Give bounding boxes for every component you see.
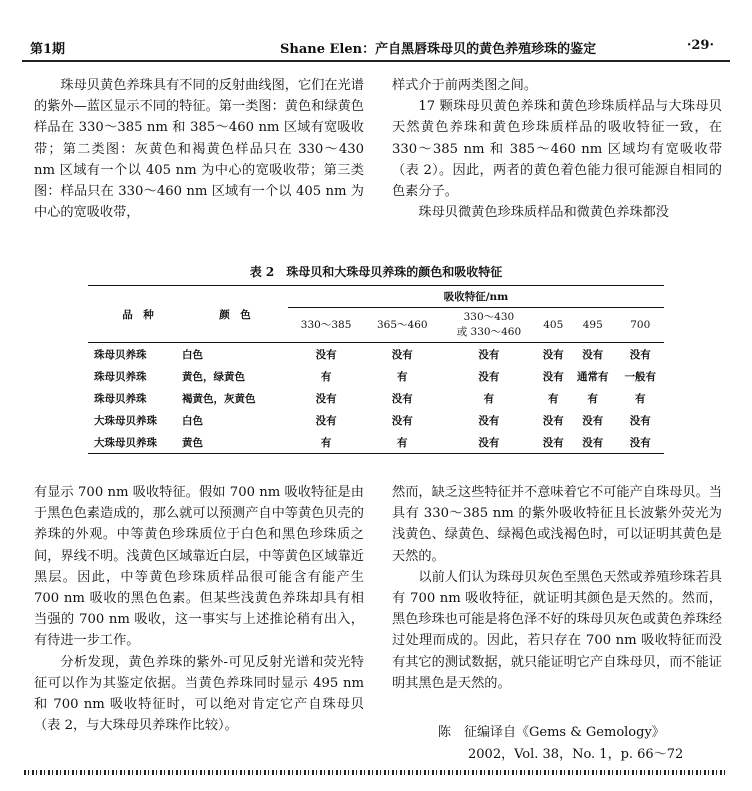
- header-color: 颜 色: [219, 308, 251, 321]
- absorption-cell: 有: [320, 370, 332, 383]
- running-header: [22, 34, 730, 56]
- table-row: [88, 365, 664, 387]
- absorption-cell: 没有: [315, 414, 337, 427]
- band-header: 330～430 或 330～460: [456, 311, 522, 338]
- table-caption: 表 2 珠母贝和大珠母贝养珠的颜色和吸收特征: [249, 265, 503, 279]
- band-header: 495: [582, 318, 603, 331]
- absorption-cell: 没有: [542, 414, 564, 427]
- color-cell: 白色: [182, 348, 203, 361]
- variety-cell: 珠母贝养珠: [94, 370, 147, 383]
- absorption-cell: 一般有: [624, 370, 656, 383]
- absorption-cell: 没有: [478, 414, 500, 427]
- credit-line: 陈 征编译自《Gems & Gemology》: [438, 725, 665, 740]
- band-header: 365～460: [377, 318, 428, 331]
- table-row: [88, 409, 664, 431]
- paragraph: 17 颗珠母贝黄色养珠和黄色珍珠质样品与大珠母贝天然黄色养珠和黄色珍珠质样品的吸收特征一致，在 330～385 nm 和 385～460 nm 区域均有宽吸收带（表 2）。因此，两者的黄色着色能力很可能源自相同的色素分子。: [392, 99, 722, 200]
- source-credit: [420, 722, 720, 766]
- paragraph: 珠母贝微黄色珍珠质样品和微黄色养珠都没: [418, 205, 669, 221]
- absorption-cell: 有: [635, 392, 646, 405]
- absorption-cell: 有: [320, 436, 332, 449]
- article-running-title: Shane Elen：产自黑唇珠母贝的黄色养殖珍珠的鉴定: [280, 42, 597, 57]
- band-header: 405: [543, 318, 564, 331]
- band-header: 330～385: [300, 318, 352, 331]
- absorption-cell: 没有: [391, 392, 413, 405]
- color-cell: 白色: [182, 414, 203, 427]
- citation-line: 2002，Vol. 38，No. 1，p. 66～72: [468, 747, 684, 762]
- header-absorption: 吸收特征/nm: [288, 286, 664, 308]
- column-bottom-right: [392, 482, 722, 694]
- absorption-cell: 有: [548, 392, 559, 405]
- header-rule: [22, 60, 730, 62]
- absorption-cell: 有: [587, 392, 599, 405]
- absorption-cell: 没有: [582, 414, 604, 427]
- absorption-cell: 有: [397, 436, 408, 449]
- absorption-cell: 没有: [391, 348, 413, 361]
- column-top-left: [34, 75, 364, 223]
- color-cell: 褐黄色，灰黄色: [182, 392, 256, 405]
- absorption-cell: 没有: [315, 392, 337, 405]
- paragraph: 以前人们认为珠母贝灰色至黑色天然或养殖珍珠若具有 700 nm 吸收特征，就证明其颜色是天然的。然而，黑色珍珠也可能是将色泽不好的珠母贝灰色或黄色养珠经过处理而成的。因此，若只存在 700 nm 吸收特征而没有其它的测试数据，就只能证明它产自珠母贝，而不能证明其黑色是天然的。: [392, 569, 722, 691]
- absorption-cell: 通常有: [577, 370, 609, 383]
- header-variety: 品 种: [122, 308, 154, 321]
- absorption-cell: 没有: [542, 436, 564, 449]
- paragraph: 样式介于前两类图之间。: [392, 78, 538, 93]
- paragraph: 有显示 700 nm 吸收特征。假如 700 nm 吸收特征是由于黑色色素造成的，那么就可以预测产自中等黄色贝壳的养珠的外观。中等黄色珍珠质位于白色和黑色珍珠质之间，界线不明。浅黄色区域靠近白层，中等黄色区域靠近黑层。因此，中等黄色珍珠质样品很可能含有能产生 700 nm 吸收的黑色色素。但某些浅黄色养珠却具有相当强的 700 nm 吸收，这一事实与上述推论稍有出入，有待进一步工作。: [34, 485, 364, 649]
- absorption-cell: 没有: [629, 436, 651, 449]
- absorption-cell: 没有: [315, 348, 337, 361]
- color-cell: 黄色: [182, 436, 203, 449]
- absorption-cell: 没有: [582, 348, 604, 361]
- paragraph: 然而，缺乏这些特征并不意味着它不可能产自珠母贝。当具有 330～385 nm 的紫外吸收特征且长波紫外荧光为浅黄色、绿黄色、绿褐色或浅褐色时，可以证明其黄色是天然的。: [392, 485, 722, 564]
- absorption-cell: 没有: [478, 436, 500, 449]
- table-row: [88, 343, 664, 366]
- absorption-cell: 没有: [478, 348, 500, 361]
- color-cell: 黄色，绿黄色: [182, 370, 245, 383]
- table-row: [88, 387, 664, 409]
- absorption-cell: 有: [397, 370, 408, 383]
- absorption-cell: 没有: [582, 436, 604, 449]
- paragraph: 珠母贝黄色养珠具有不同的反射曲线图，它们在光谱的紫外—蓝区显示不同的特征。第一类图：黄色和绿黄色样品在 330～385 nm 和 385～460 nm 区域有宽吸收带；第二类图：灰黄色和褐黄色样品只在 330～430 nm 区域有一个以 405 nm 为中心的宽吸收带；第三类图：样品只在 330～460 nm 区域有一个以 405 nm 为中心的宽吸收带，: [34, 78, 364, 221]
- absorption-cell: 没有: [629, 414, 651, 427]
- absorption-cell: 有: [483, 392, 495, 405]
- band-header: 700: [630, 318, 651, 331]
- column-top-right: [392, 75, 722, 223]
- bottom-decorative-rule: [24, 770, 728, 775]
- page-number: ·29·: [686, 38, 714, 53]
- variety-cell: 珠母贝养珠: [94, 392, 147, 405]
- absorption-cell: 没有: [629, 348, 651, 361]
- absorption-cell: 没有: [391, 414, 413, 427]
- variety-cell: 大珠母贝养珠: [94, 414, 157, 427]
- paragraph: 分析发现，黄色养珠的紫外-可见反射光谱和荧光特征可以作为其鉴定依据。当黄色养珠同时显示 495 nm 和 700 nm 吸收特征时，可以绝对肯定它产自珠母贝（表 2，与大珠母贝养珠作比较）。: [34, 654, 364, 734]
- absorption-table: [88, 285, 664, 454]
- table-row: [88, 431, 664, 454]
- absorption-cell: 没有: [542, 348, 564, 361]
- column-bottom-left: [34, 482, 364, 736]
- variety-cell: 珠母贝养珠: [94, 348, 147, 361]
- absorption-cell: 没有: [542, 370, 564, 383]
- absorption-cell: 没有: [478, 370, 500, 383]
- variety-cell: 大珠母贝养珠: [94, 436, 157, 449]
- issue-label: 第1期: [30, 42, 66, 57]
